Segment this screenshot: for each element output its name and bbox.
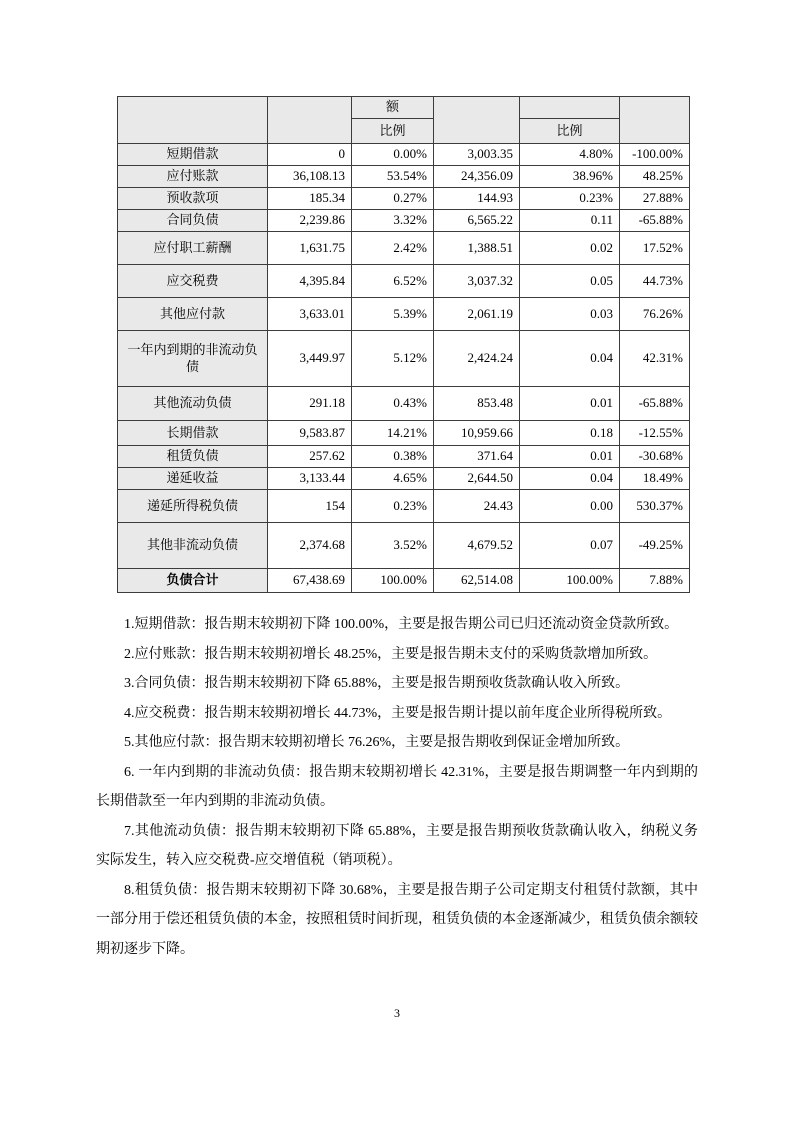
row-value: 1,388.51 <box>434 232 520 265</box>
row-value: 3,133.44 <box>268 468 352 490</box>
row-value: -49.25% <box>620 523 690 569</box>
row-value: 100.00% <box>520 569 620 593</box>
note-paragraph: 2.应付账款：报告期末较期初增长 48.25%，主要是报告期未支付的采购货款增加所致。 <box>124 646 658 662</box>
row-value: 0.38% <box>352 446 434 468</box>
row-value: 0.02 <box>520 232 620 265</box>
row-value: 2,374.68 <box>268 523 352 569</box>
row-value: 2,644.50 <box>434 468 520 490</box>
row-value: 4,395.84 <box>268 265 352 298</box>
table-row <box>118 210 690 232</box>
row-label: 应付账款 <box>118 166 268 188</box>
row-value: 853.48 <box>434 387 520 421</box>
row-label: 租赁负债 <box>118 446 268 468</box>
row-value: 2,239.86 <box>268 210 352 232</box>
note-paragraph: 5.其他应付款：报告期末较期初增长 76.26%，主要是报告期收到保证金增加所致。 <box>124 735 630 750</box>
table-row <box>118 331 690 387</box>
header-begin-amount-cell <box>434 97 520 144</box>
row-value: 530.37% <box>620 490 690 523</box>
row-value: 62,514.08 <box>434 569 520 593</box>
row-value: 0.23% <box>520 188 620 210</box>
row-value: 371.64 <box>434 446 520 468</box>
table-row <box>118 188 690 210</box>
header-begin-ratio-label: 比例 <box>520 119 620 144</box>
row-value: 17.52% <box>620 232 690 265</box>
note-paragraph: 7.其他流动负债：报告期末较期初下降 65.88%，主要是报告期预收货款确认收入，纳税义务实际发生，转入应交税费-应交增值税（销项税）。 <box>96 823 698 868</box>
row-value: 5.12% <box>352 331 434 387</box>
row-value: 2,424.24 <box>434 331 520 387</box>
row-label: 合同负债 <box>118 210 268 232</box>
row-value: 0.04 <box>520 331 620 387</box>
notes-section <box>96 610 698 964</box>
table-header <box>118 97 690 144</box>
liabilities-table-body <box>118 144 690 593</box>
row-value: -12.55% <box>620 421 690 446</box>
table-row <box>118 446 690 468</box>
row-value: 100.00% <box>352 569 434 593</box>
row-label: 其他非流动负债 <box>118 523 268 569</box>
row-value: 7.88% <box>620 569 690 593</box>
row-value: 185.34 <box>268 188 352 210</box>
row-value: 3.52% <box>352 523 434 569</box>
row-value: 0.05 <box>520 265 620 298</box>
table-row <box>118 232 690 265</box>
row-value: 0.27% <box>352 188 434 210</box>
table-row <box>118 490 690 523</box>
row-value: 3,449.97 <box>268 331 352 387</box>
row-value: 4,679.52 <box>434 523 520 569</box>
row-value: 36,108.13 <box>268 166 352 188</box>
row-value: 0.03 <box>520 298 620 331</box>
table-total-row <box>118 569 690 593</box>
table-row <box>118 523 690 569</box>
header-item-cell <box>118 97 268 144</box>
header-change-cell <box>620 97 690 144</box>
row-value: 3,037.32 <box>434 265 520 298</box>
row-value: 0 <box>268 144 352 166</box>
row-value: 0.01 <box>520 446 620 468</box>
row-value: 0.43% <box>352 387 434 421</box>
page-number: 3 <box>394 1006 400 1020</box>
row-value: 6,565.22 <box>434 210 520 232</box>
row-value: 2,061.19 <box>434 298 520 331</box>
row-label: 一年内到期的非流动负债 <box>118 331 268 387</box>
row-value: 4.80% <box>520 144 620 166</box>
header-begin-ratio-top-cell <box>520 97 620 119</box>
row-value: 0.01 <box>520 387 620 421</box>
row-value: 14.21% <box>352 421 434 446</box>
row-value: 38.96% <box>520 166 620 188</box>
row-value: 10,959.66 <box>434 421 520 446</box>
row-value: 27.88% <box>620 188 690 210</box>
note-paragraph: 4.应交税费：报告期末较期初增长 44.73%，主要是报告期计提以前年度企业所得税所致。 <box>124 705 672 721</box>
row-value: 0.23% <box>352 490 434 523</box>
row-value: -30.68% <box>620 446 690 468</box>
table-row <box>118 144 690 166</box>
row-value: 0.00% <box>352 144 434 166</box>
row-label: 应付职工薪酬 <box>118 232 268 265</box>
row-value: 0.18 <box>520 421 620 446</box>
row-value: 5.39% <box>352 298 434 331</box>
row-label: 递延收益 <box>118 468 268 490</box>
row-label: 递延所得税负债 <box>118 490 268 523</box>
row-value: -100.00% <box>620 144 690 166</box>
row-value: 144.93 <box>434 188 520 210</box>
row-value: 3.32% <box>352 210 434 232</box>
table-row <box>118 468 690 490</box>
note-paragraph: 3.合同负债：报告期末较期初下降 65.88%，主要是报告期预收货款确认收入所致。 <box>124 676 630 691</box>
row-value: 18.49% <box>620 468 690 490</box>
table-row <box>118 166 690 188</box>
row-value: 291.18 <box>268 387 352 421</box>
row-value: 0.00 <box>520 490 620 523</box>
header-end-amount-cell <box>268 97 352 144</box>
row-label: 其他流动负债 <box>118 387 268 421</box>
row-value: 154 <box>268 490 352 523</box>
table-row <box>118 298 690 331</box>
row-value: 24,356.09 <box>434 166 520 188</box>
row-value: -65.88% <box>620 210 690 232</box>
liabilities-table <box>117 96 690 593</box>
note-paragraph: 1.短期借款：报告期末较期初下降 100.00%，主要是报告期公司已归还流动资金贷款所致。 <box>124 617 679 632</box>
row-value: 0.11 <box>520 210 620 232</box>
row-value: 67,438.69 <box>268 569 352 593</box>
row-value: 257.62 <box>268 446 352 468</box>
row-value: 48.25% <box>620 166 690 188</box>
note-paragraph: 8.租赁负债：报告期末较期初下降 30.68%，主要是报告期子公司定期支付租赁付款额，其中一部分用于偿还租赁负债的本金，按照租赁时间折现，租赁负债的本金逐渐减少，租赁负债余额较期初逐步下降。 <box>96 882 698 957</box>
row-value: 0.07 <box>520 523 620 569</box>
table-row <box>118 421 690 446</box>
row-value: 42.31% <box>620 331 690 387</box>
row-value: 2.42% <box>352 232 434 265</box>
row-value: 76.26% <box>620 298 690 331</box>
row-value: 24.43 <box>434 490 520 523</box>
row-label: 负债合计 <box>118 569 268 593</box>
row-label: 预收款项 <box>118 188 268 210</box>
row-label: 应交税费 <box>118 265 268 298</box>
row-value: 53.54% <box>352 166 434 188</box>
header-amount-label: 额 <box>352 97 434 119</box>
row-value: 44.73% <box>620 265 690 298</box>
row-label: 短期借款 <box>118 144 268 166</box>
row-value: 9,583.87 <box>268 421 352 446</box>
header-end-ratio-label: 比例 <box>352 119 434 144</box>
table-row <box>118 265 690 298</box>
row-label: 长期借款 <box>118 421 268 446</box>
row-value: 1,631.75 <box>268 232 352 265</box>
row-value: -65.88% <box>620 387 690 421</box>
row-value: 4.65% <box>352 468 434 490</box>
row-value: 0.04 <box>520 468 620 490</box>
row-value: 6.52% <box>352 265 434 298</box>
row-label: 其他应付款 <box>118 298 268 331</box>
note-paragraph: 6. 一年内到期的非流动负债：报告期末较期初增长 42.31%，主要是报告期调整一年内到期的长期借款至一年内到期的非流动负债。 <box>96 764 698 809</box>
row-value: 3,003.35 <box>434 144 520 166</box>
row-value: 3,633.01 <box>268 298 352 331</box>
table-row <box>118 387 690 421</box>
